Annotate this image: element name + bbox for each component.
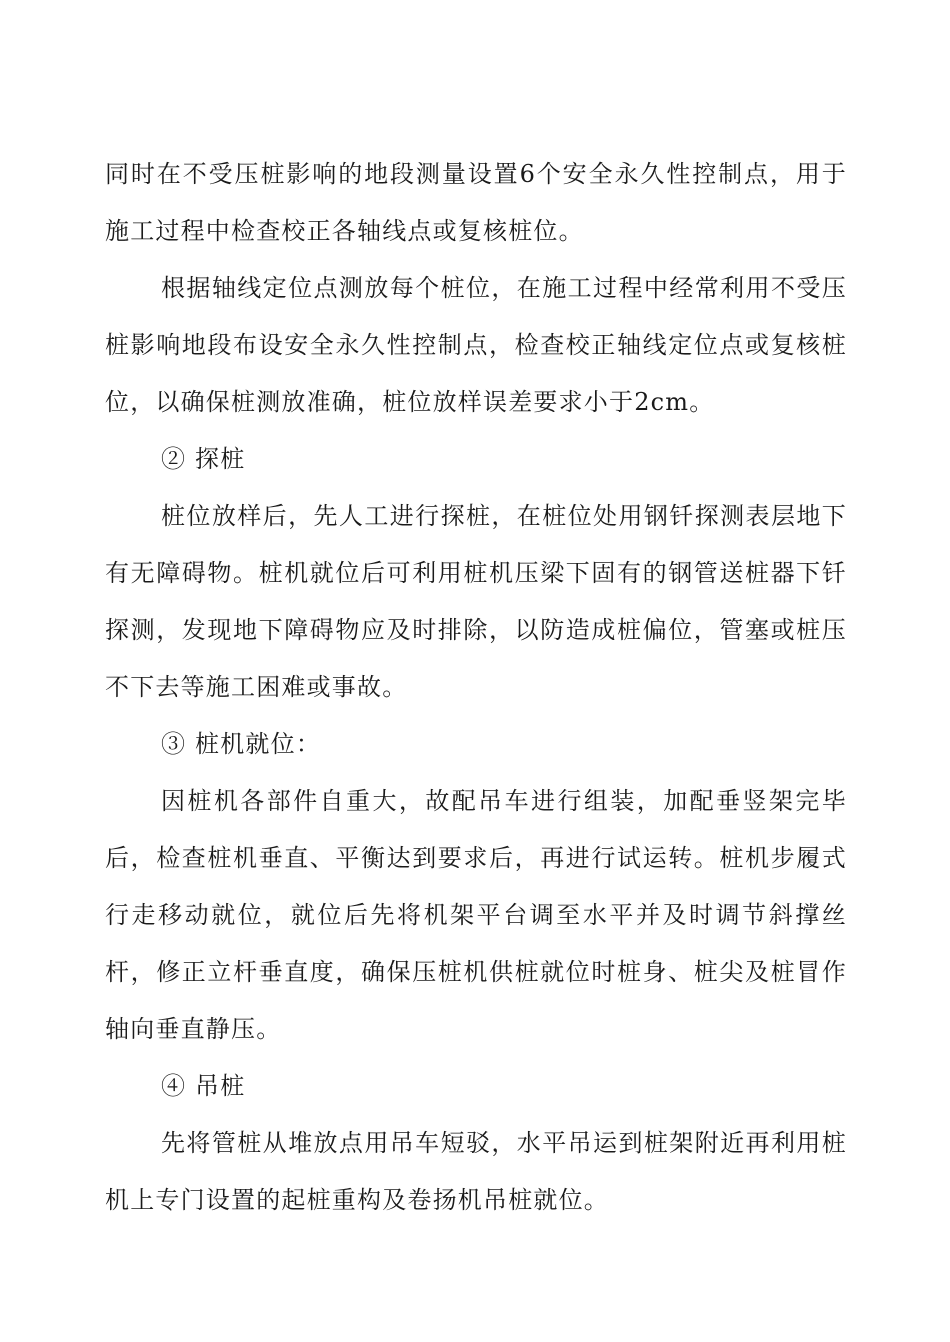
paragraph-lift-pile: 先将管桩从堆放点用吊车短驳，水平吊运到桩架附近再利用桩机上专门设置的起桩重构及卷扬机吊桩就位。	[105, 1129, 847, 1214]
paragraph-axis-positioning: 根据轴线定位点测放每个桩位，在施工过程中经常利用不受压桩影响地段布设安全永久性控制点，检查校正轴线定位点或复核桩位，以确保桩测放准确，桩位放样误差要求小于2cm。	[105, 274, 847, 416]
paragraph-probe-pile: 桩位放样后，先人工进行探桩，在桩位处用钢钎探测表层地下有无障碍物。桩机就位后可利用桩机压梁下固有的钢管送桩器下钎探测，发现地下障碍物应及时排除，以防造成桩偏位，管塞或桩压不下去等施工困难或事故。	[105, 502, 847, 701]
section-heading-lift-pile: ④ 吊桩	[161, 1072, 246, 1100]
section-heading-probe-pile: ② 探桩	[161, 445, 246, 473]
paragraph-pile-machine-positioning: 因桩机各部件自重大，故配吊车进行组装，加配垂竖架完毕后，检查桩机垂直、平衡达到要求后，再进行试运转。桩机步履式行走移动就位，就位后先将机架平台调至水平并及时调节斜撑丝杆，修正立杆垂直度，确保压桩机供桩就位时桩身、桩尖及桩冒作轴向垂直静压。	[105, 787, 847, 1043]
section-heading-pile-machine-positioning: ③ 桩机就位：	[161, 730, 322, 758]
paragraph-continuation: 同时在不受压桩影响的地段测量设置6个安全永久性控制点，用于施工过程中检查校正各轴线点或复核桩位。	[105, 160, 847, 245]
document-body	[105, 146, 847, 1229]
